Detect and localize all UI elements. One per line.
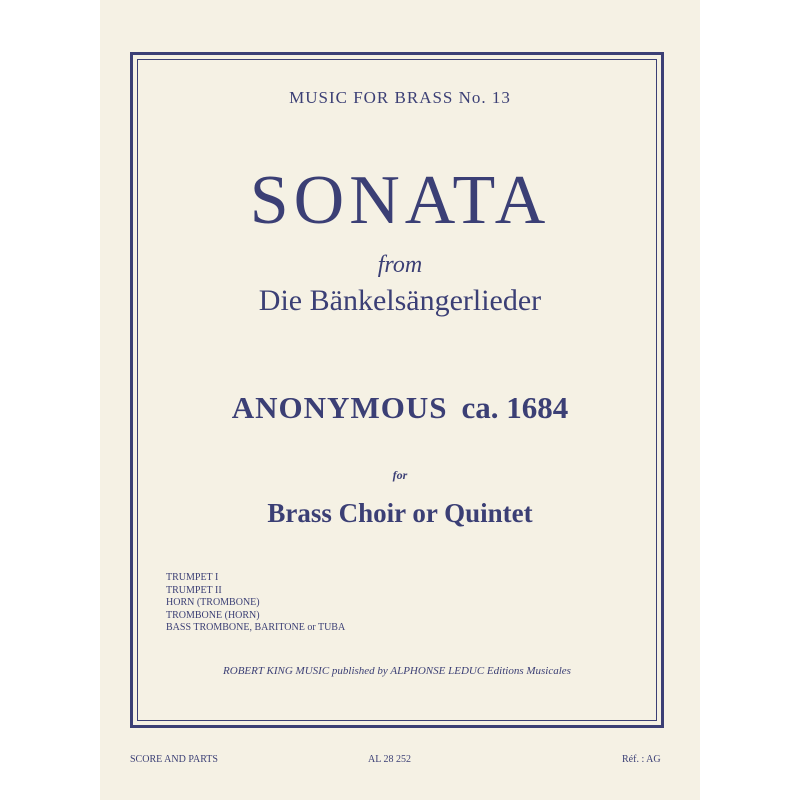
series-title: MUSIC FOR BRASS No. 13: [289, 88, 511, 107]
for-label: for: [392, 468, 408, 482]
edition-type: SCORE AND PARTS: [130, 754, 218, 765]
instrument-item: BASS TROMBONE, BARITONE or TUBA: [166, 622, 346, 633]
instrument-item: TRUMPET I: [166, 572, 219, 583]
work-title: SONATA: [249, 162, 551, 239]
source-work: Die Bänkelsängerlieder: [258, 284, 542, 317]
composer-name: ANONYMOUS: [231, 390, 448, 425]
reference-code: Réf. : AG: [622, 754, 661, 765]
instrument-item: TRUMPET II: [166, 584, 222, 596]
publisher-line: ROBERT KING MUSIC published by ALPHONSE LEDUC Editions Musicales: [223, 665, 571, 677]
catalog-number: AL 28 252: [368, 754, 411, 765]
instrument-item: TROMBONE (HORN): [166, 609, 260, 621]
instrument-list: [166, 572, 345, 635]
ensemble: Brass Choir or Quintet: [267, 498, 533, 528]
instrument-item: HORN (TROMBONE): [166, 597, 260, 608]
composer-line: [0, 390, 800, 426]
composer-date: ca. 1684: [461, 390, 569, 425]
from-label: from: [377, 252, 423, 278]
